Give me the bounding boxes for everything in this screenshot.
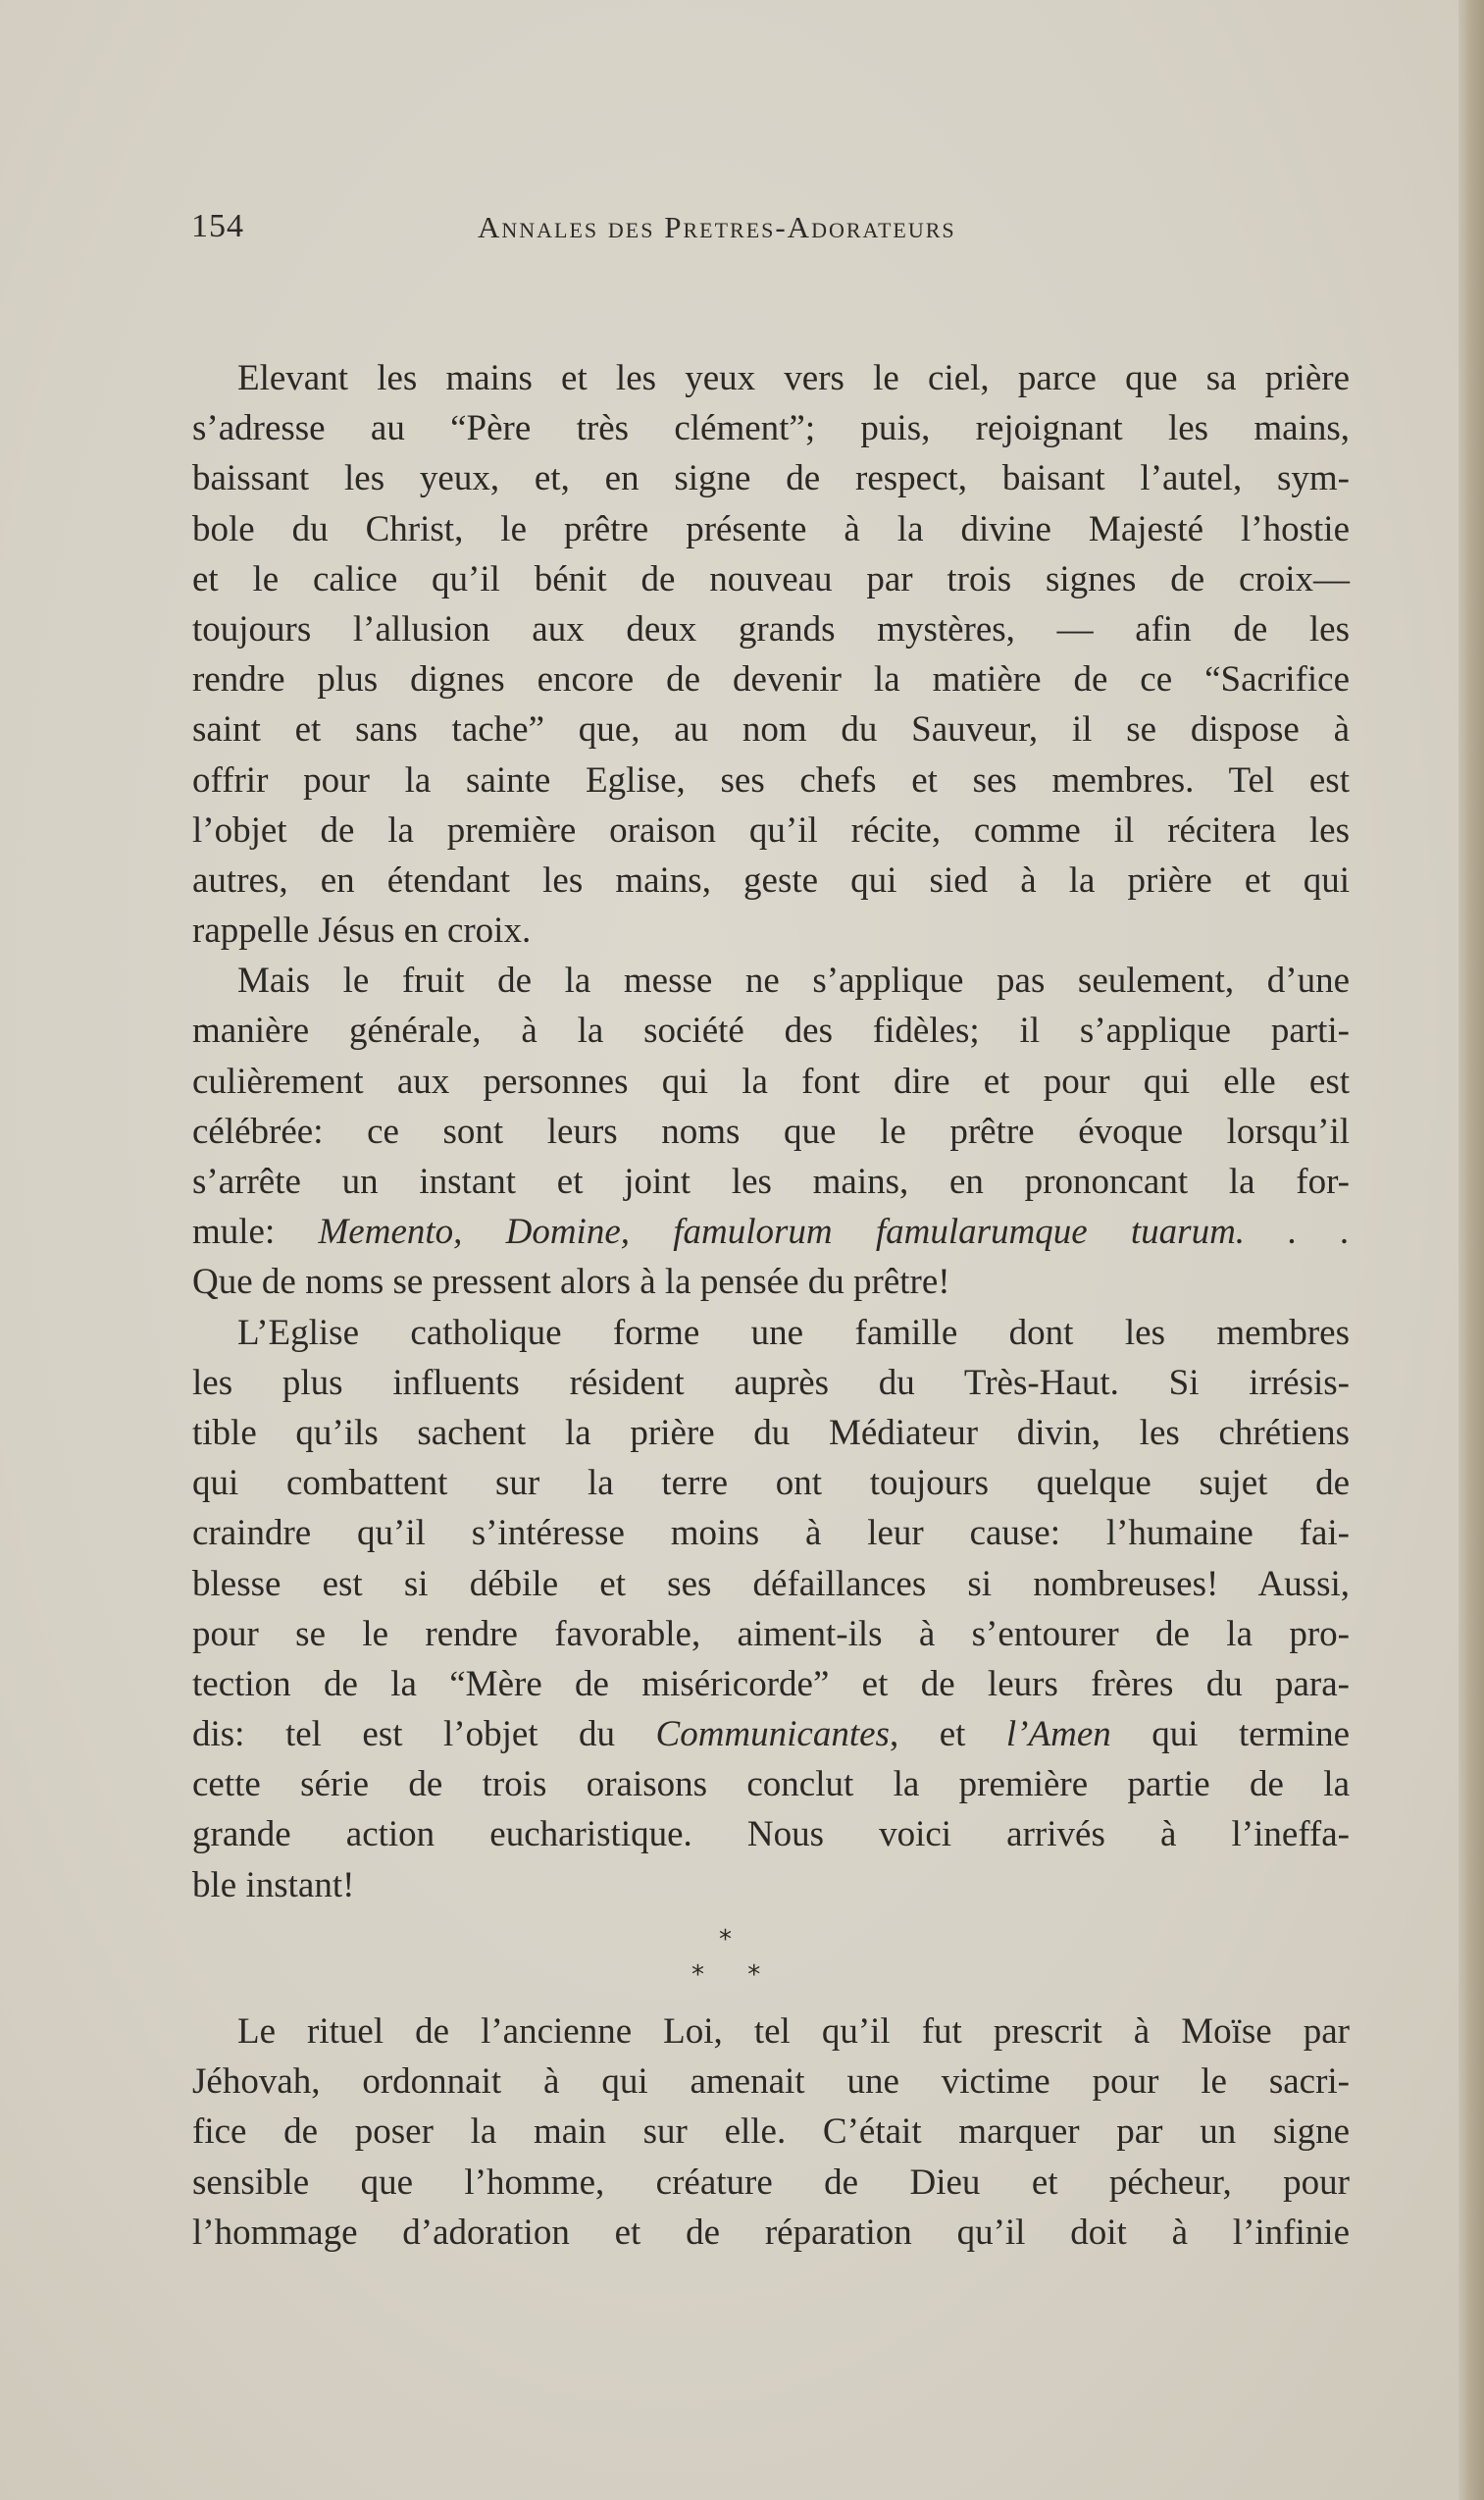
text-line: bole du Christ, le prêtre présente à la divine Majesté l’hostie [192,508,1350,549]
line-part: dis: tel est l’objet du [192,1714,656,1755]
text-line: toujours l’allusion aux deux grands mystères, — afin de les [192,608,1350,650]
text-line: célébrée: ce sont leurs noms que le prêtre évoque lorsqu’il [192,1111,1350,1152]
text-line: fice de poser la main sur elle. C’était marquer par un signe [192,2111,1350,2153]
text-line: autres, en étendant les mains, geste qui sied à la prière et qui [192,859,1350,901]
text-line: baissant les yeux, et, en signe de respect, baisant l’autel, sym- [192,458,1350,499]
text-line: offrir pour la sainte Eglise, ses chefs et ses membres. Tel est [192,759,1350,801]
italic-communicantes: Communicantes [655,1714,890,1755]
text-line: rappelle Jésus en croix. [192,911,532,952]
text-line: tible qu’ils sachent la prière du Médiateur divin, les chrétiens [192,1412,1350,1453]
text-line: Que de noms se pressent alors à la pensée du prêtre! [192,1262,950,1303]
text-line: L’Eglise catholique forme une famille dont les membres [237,1312,1350,1353]
text-line: Jéhovah, ordonnait à qui amenait une victime pour le sacri- [192,2061,1350,2103]
text-line: ble instant! [192,1864,355,1905]
line-part: , et [889,1714,1006,1755]
text-line: Mais le fruit de la messe ne s’applique pas seulement, d’une [237,961,1350,1002]
text-line: saint et sans tache” que, au nom du Sauveur, il se dispose à [192,709,1350,751]
text-line: culièrement aux personnes qui la font dire et pour qui elle est [192,1061,1350,1102]
italic-amen: l’Amen [1005,1714,1111,1755]
latin-formula: Memento, Domine, famulorum famularumque tuarum. . . [318,1212,1350,1253]
text-line: les plus influents résident auprès du Très-Haut. Si irrésis- [192,1362,1350,1403]
text-line: tection de la “Mère de miséricorde” et de leurs frères du para- [192,1663,1350,1704]
page-edge-shadow [1458,0,1484,2500]
text-line: cette série de trois oraisons conclut la première partie de la [192,1764,1350,1805]
text-line: et le calice qu’il bénit de nouveau par trois signes de croix— [192,558,1350,599]
text-line: qui combattent sur la terre ont toujours quelque sujet de [192,1463,1350,1504]
line-part: qui termine [1110,1714,1350,1755]
text-line: sensible que l’homme, créature de Dieu et pécheur, pour [192,2161,1350,2203]
text-line: blesse est si débile et ses défaillances si nombreuses! Aussi, [192,1563,1350,1604]
text-line-formula [192,1207,1350,1257]
page-number: 154 [191,208,244,244]
text-line: pour se le rendre favorable, aiment-ils à s’entourer de la pro- [192,1613,1350,1654]
asterism-bottom: * * [691,1960,779,1990]
text-line: grande action eucharistique. Nous voici arrivés à l’ineffa- [192,1814,1350,1855]
running-header [191,208,1368,257]
text-line: s’arrête un instant et joint les mains, en prononcant la for- [192,1162,1350,1202]
text-line: Le rituel de l’ancienne Loi, tel qu’il fut prescrit à Moïse par [237,2011,1350,2052]
formula-prefix: mule: [192,1212,319,1253]
text-line: l’objet de la première oraison qu’il récite, comme il récitera les [192,809,1350,851]
text-line: rendre plus dignes encore de devenir la matière de ce “Sacrifice [192,659,1350,701]
asterism-top: * [719,1925,732,1954]
text-line: craindre qu’il s’intéresse moins à leur cause: l’humaine fai- [192,1513,1350,1554]
text-line: l’hommage d’adoration et de réparation qu’il doit à l’infinie [192,2212,1350,2253]
body-text [192,353,1350,1910]
body-text-continued [192,2006,1350,2258]
text-line: s’adresse au “Père très clément”; puis, rejoignant les mains, [192,408,1350,449]
text-line-communicantes [192,1709,1350,1759]
text-line: manière générale, à la société des fidèles; il s’applique parti- [192,1011,1350,1052]
text-line: Elevant les mains et les yeux vers le ciel, parce que sa prière [237,358,1350,398]
running-title: Annales des Pretres-Adorateurs [478,210,956,244]
